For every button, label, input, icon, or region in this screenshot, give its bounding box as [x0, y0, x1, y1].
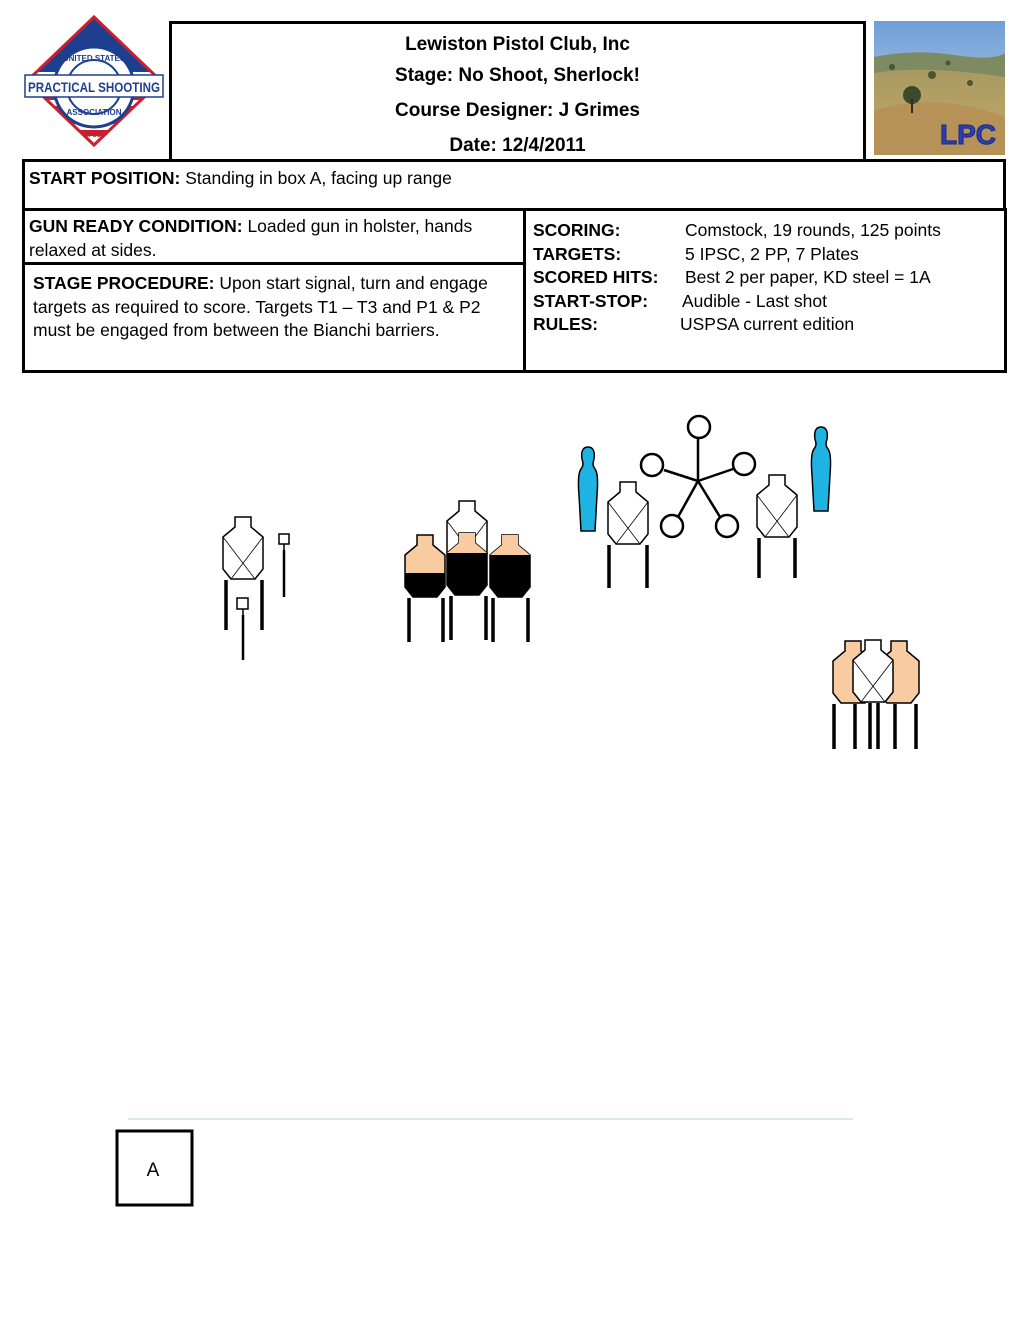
course-designer: Course Designer: J Grimes [395, 100, 640, 121]
stage-name: Stage: No Shoot, Sherlock! [395, 65, 640, 86]
target-t-upper-right [757, 475, 797, 578]
mini-popper-lower [237, 598, 248, 660]
rules-value: USPSA current edition [680, 314, 855, 334]
start-box-a [117, 1131, 192, 1205]
plate-right [733, 453, 755, 475]
stage-procedure-text: Upon start signal, turn and engage targets as required to score. Targets T1 – T3 and P1 & P2 must be engaged from between the Bianchi barriers. [33, 273, 488, 340]
target-t-upper-left [608, 482, 648, 588]
start-position-text: Standing in box A, facing up range [185, 168, 452, 188]
popper-left [578, 447, 597, 531]
scored-hits-key: SCORED HITS: [533, 267, 659, 287]
stage-date: Date: 12/4/2011 [449, 135, 586, 156]
plate-lower-right [716, 515, 738, 537]
start-position-label: START POSITION: [29, 168, 181, 188]
scored-hits-value: Best 2 per paper, KD steel = 1A [685, 267, 931, 287]
stage-procedure-label: STAGE PROCEDURE: [33, 273, 215, 293]
logo-text-top: UNITED STATES [62, 54, 126, 63]
target-t-lower [853, 640, 893, 749]
plate-lower-left [661, 515, 683, 537]
plate-left [641, 454, 663, 476]
logo-text-bottom: ASSOCIATION [66, 108, 122, 117]
lpc-logo-text: LPC [940, 119, 996, 150]
mini-popper-upper [279, 534, 289, 597]
hardcover-right [490, 535, 530, 642]
start-stop-value: Audible - Last shot [682, 291, 827, 311]
popper-right [811, 427, 830, 511]
scoring-key: SCORING: [533, 220, 621, 240]
rules-key: RULES: [533, 314, 599, 334]
logo-text-main: PRACTICAL SHOOTING [28, 79, 161, 95]
gun-ready-text: Loaded gun in holster, hands relaxed at sides. [29, 216, 473, 260]
start-box-label: A [146, 1160, 160, 1181]
hardcover-center [447, 533, 487, 640]
targets-value: 5 IPSC, 2 PP, 7 Plates [685, 244, 859, 264]
scoring-value: Comstock, 19 rounds, 125 points [685, 220, 941, 240]
start-stop-key: START-STOP: [533, 291, 649, 311]
logo-text-ipsc: IPSC [86, 133, 102, 139]
club-name: Lewiston Pistol Club, Inc [405, 34, 630, 55]
plate-top [688, 416, 710, 438]
gun-ready-label: GUN READY CONDITION: [29, 216, 243, 236]
no-shoot-half-left [405, 535, 445, 642]
plate-tree [641, 416, 755, 537]
targets-key: TARGETS: [533, 244, 622, 264]
